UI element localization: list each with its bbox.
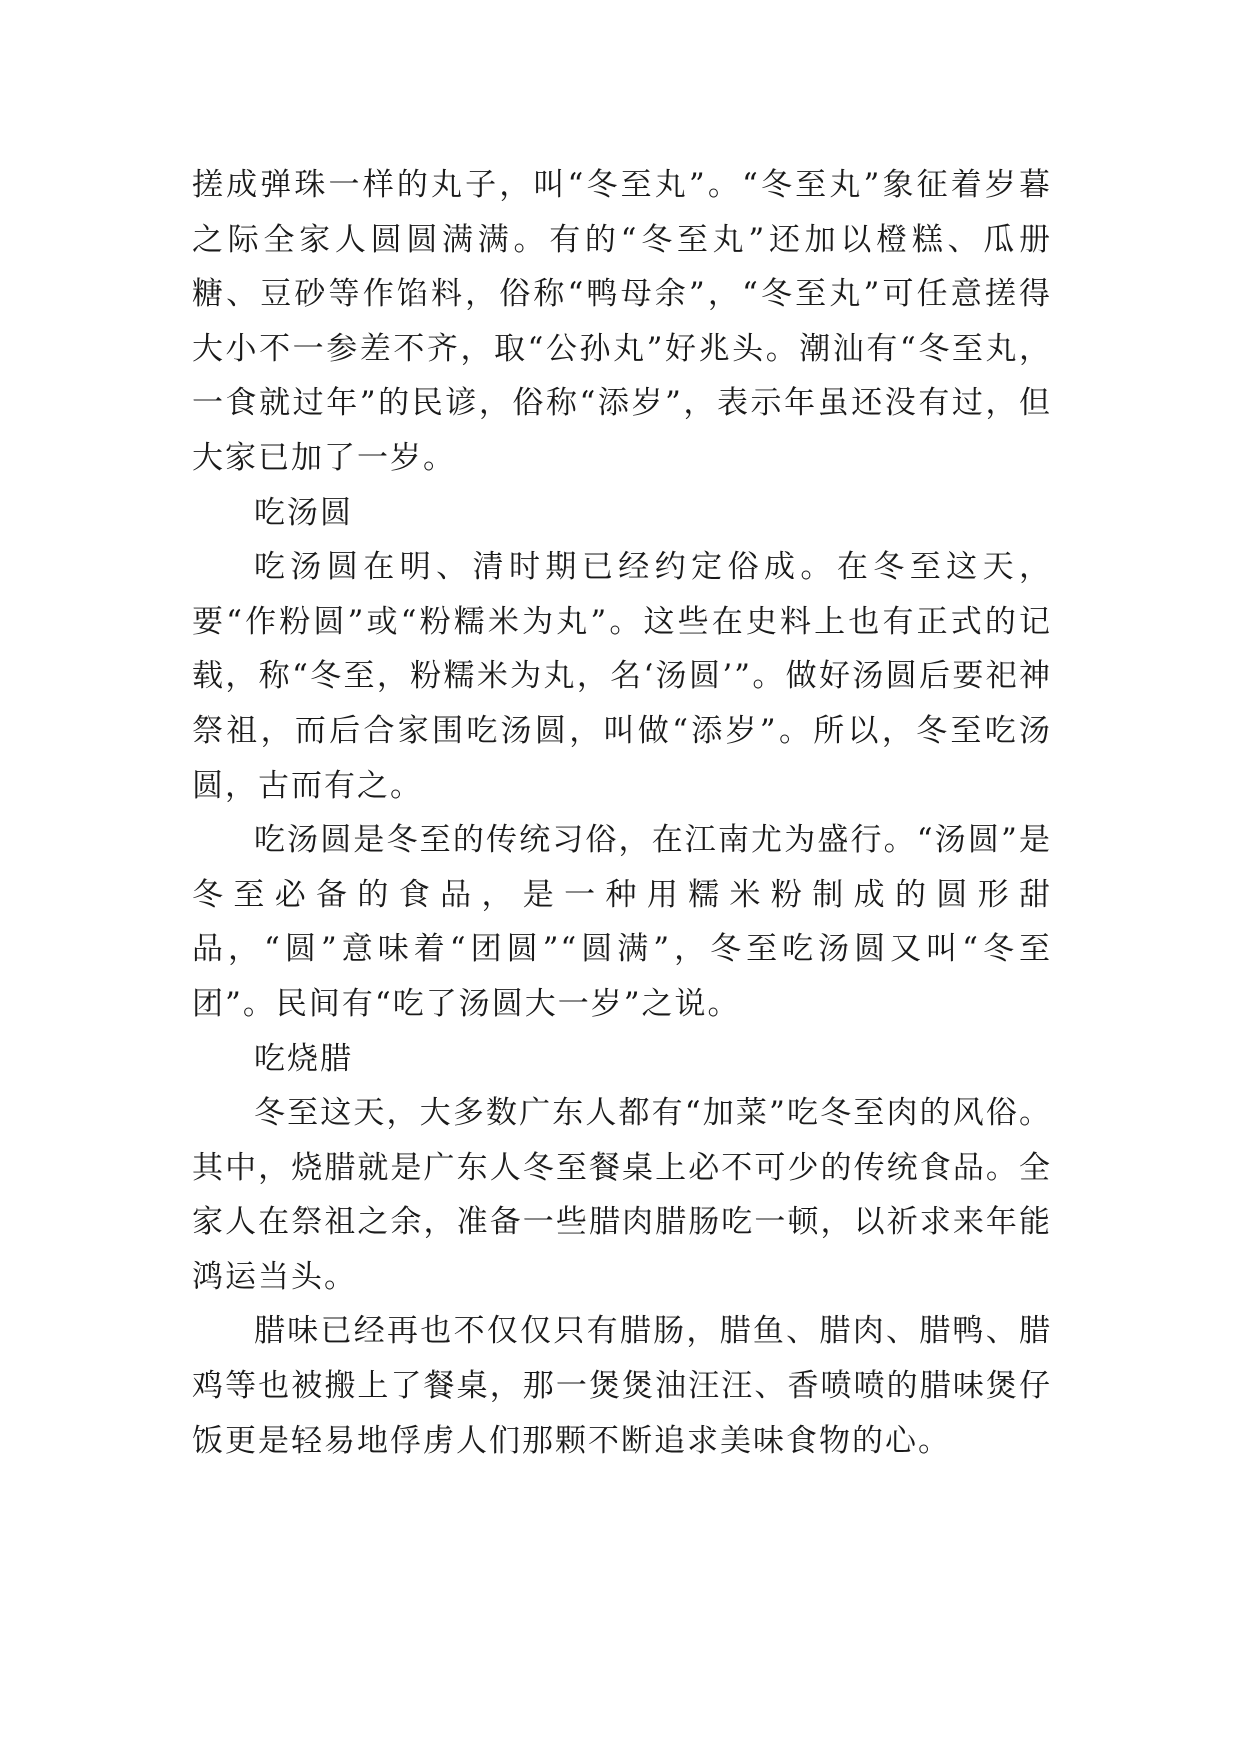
paragraph-tangyuan-history: 吃汤圆在明、清时期已经约定俗成。在冬至这天，要“作粉圆”或“粉糯米为丸”。这些在史料上也有正式的记载，称“冬至，粉糯米为丸，名‘汤圆’”。做好汤圆后要祀神祭祖，而后合家围吃汤圆，叫做“添岁”。所以，冬至吃汤圆，古而有之。 <box>192 549 1052 804</box>
paragraph-dongzhi-wan: 搓成弹珠一样的丸子，叫“冬至丸”。“冬至丸”象征着岁暮之际全家人圆圆满满。有的“冬至丸”还加以橙糕、瓜册糖、豆砂等作馅料，俗称“鸭母余”，“冬至丸”可任意搓得大小不一参差不齐，取“公孙丸”好兆头。潮汕有“冬至丸，一食就过年”的民谚，俗称“添岁”，表示年虽还没有过，但大家已加了一岁。 <box>192 167 1052 476</box>
document-page <box>192 158 1052 1468</box>
paragraph-tangyuan-custom: 吃汤圆是冬至的传统习俗，在江南尤为盛行。“汤圆”是冬至必备的食品，是一种用糯米粉制成的圆形甜品，“圆”意味着“团圆”“圆满”，冬至吃汤圆又叫“冬至团”。民间有“吃了汤圆大一岁”之说。 <box>192 822 1052 1022</box>
section-heading-tangyuan: 吃汤圆 <box>254 494 353 531</box>
paragraph-shaola-custom: 冬至这天，大多数广东人都有“加菜”吃冬至肉的风俗。其中，烧腊就是广东人冬至餐桌上必不可少的传统食品。全家人在祭祖之余，准备一些腊肉腊肠吃一顿，以祈求来年能鸿运当头。 <box>192 1095 1052 1295</box>
paragraph-lawei: 腊味已经再也不仅仅只有腊肠，腊鱼、腊肉、腊鸭、腊鸡等也被搬上了餐桌，那一煲煲油汪汪、香喷喷的腊味煲仔饭更是轻易地俘虏人们那颗不断追求美味食物的心。 <box>192 1313 1052 1459</box>
section-heading-shaola: 吃烧腊 <box>254 1040 353 1077</box>
